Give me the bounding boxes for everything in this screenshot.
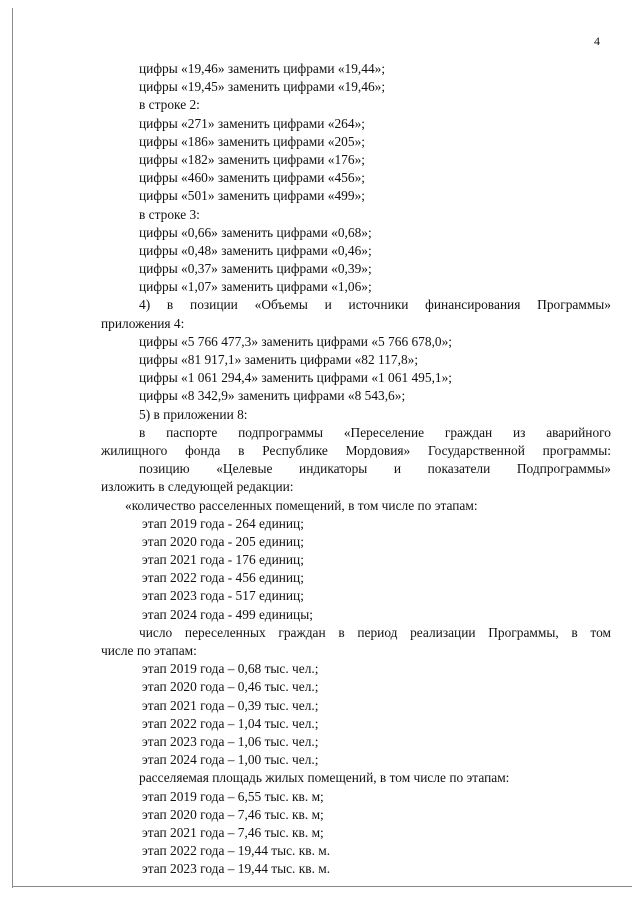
body-text	[0, 60, 640, 878]
text-line: расселяемая площадь жилых помещений, в том числе по этапам:	[139, 770, 510, 786]
text-line: этап 2020 года – 0,46 тыс. чел.;	[142, 679, 319, 695]
text-line: этап 2020 года - 205 единиц;	[142, 533, 304, 549]
text-line: этап 2023 года - 517 единиц;	[142, 588, 304, 604]
text-line-justified: 4) в позиции «Объемы и источники финансирования Программы»	[139, 297, 611, 313]
text-line: цифры «460» заменить цифрами «456»;	[139, 170, 365, 186]
text-line-justified: жилищного фонда в Республике Мордовия» Государственной программы:	[101, 442, 611, 458]
text-line-justified: число переселенных граждан в период реализации Программы, в том	[139, 624, 611, 640]
text-line: цифры «1 061 294,4» заменить цифрами «1 061 495,1»;	[139, 370, 453, 386]
text-line: цифры «5 766 477,3» заменить цифрами «5 766 678,0»;	[139, 333, 453, 349]
text-line: числе по этапам:	[101, 643, 197, 658]
text-line: цифры «0,66» заменить цифрами «0,68»;	[139, 224, 372, 240]
text-line: цифры «271» заменить цифрами «264»;	[139, 115, 365, 131]
text-line: этап 2023 года – 19,44 тыс. кв. м.	[142, 861, 331, 877]
text-line: в строке 2:	[139, 97, 200, 113]
text-line-justified: в паспорте подпрограммы «Переселение граждан из аварийного	[139, 424, 611, 440]
text-line: изложить в следующей редакции:	[101, 479, 294, 495]
text-line: этап 2022 года – 1,04 тыс. чел.;	[142, 715, 319, 731]
text-line: цифры «19,46» заменить цифрами «19,44»;	[139, 61, 386, 76]
text-line: цифры «1,07» заменить цифрами «1,06»;	[139, 279, 372, 295]
text-line: этап 2021 года – 0,39 тыс. чел.;	[142, 697, 319, 713]
text-line: цифры «182» заменить цифрами «176»;	[139, 151, 365, 167]
text-line: этап 2021 года – 7,46 тыс. кв. м;	[142, 824, 324, 840]
text-line: этап 2024 года – 1,00 тыс. чел.;	[142, 752, 319, 768]
text-line: этап 2019 года – 0,68 тыс. чел.;	[142, 661, 319, 677]
text-line: цифры «0,37» заменить цифрами «0,39»;	[139, 261, 372, 277]
text-line: цифры «186» заменить цифрами «205»;	[139, 133, 365, 149]
text-line: этап 2019 года – 6,55 тыс. кв. м;	[142, 788, 324, 804]
text-line: «количество расселенных помещений, в том числе по этапам:	[125, 497, 478, 513]
text-line: цифры «8 342,9» заменить цифрами «8 543,6»;	[139, 388, 406, 404]
text-line: цифры «0,48» заменить цифрами «0,46»;	[139, 242, 372, 258]
text-line: в строке 3:	[139, 206, 200, 222]
text-line: цифры «19,45» заменить цифрами «19,46»;	[139, 79, 386, 95]
text-line: этап 2020 года – 7,46 тыс. кв. м;	[142, 806, 324, 822]
page-number: 4	[594, 34, 600, 48]
text-line: этап 2019 года - 264 единиц;	[142, 515, 304, 531]
text-line-justified: позицию «Целевые индикаторы и показатели Подпрограммы»	[139, 461, 611, 477]
text-line: этап 2021 года - 176 единиц;	[142, 552, 304, 568]
text-line: цифры «81 917,1» заменить цифрами «82 117,8»;	[139, 352, 419, 367]
text-line: 5) в приложении 8:	[139, 406, 248, 422]
scan-edge-bottom	[12, 886, 632, 887]
text-line: этап 2023 года – 1,06 тыс. чел.;	[142, 733, 319, 749]
text-line: этап 2024 года - 499 единицы;	[142, 606, 313, 622]
text-line: приложения 4:	[101, 315, 185, 331]
text-line: этап 2022 года - 456 единиц;	[142, 570, 304, 586]
text-line: цифры «501» заменить цифрами «499»;	[139, 188, 365, 204]
text-line: этап 2022 года – 19,44 тыс. кв. м.	[142, 843, 331, 859]
